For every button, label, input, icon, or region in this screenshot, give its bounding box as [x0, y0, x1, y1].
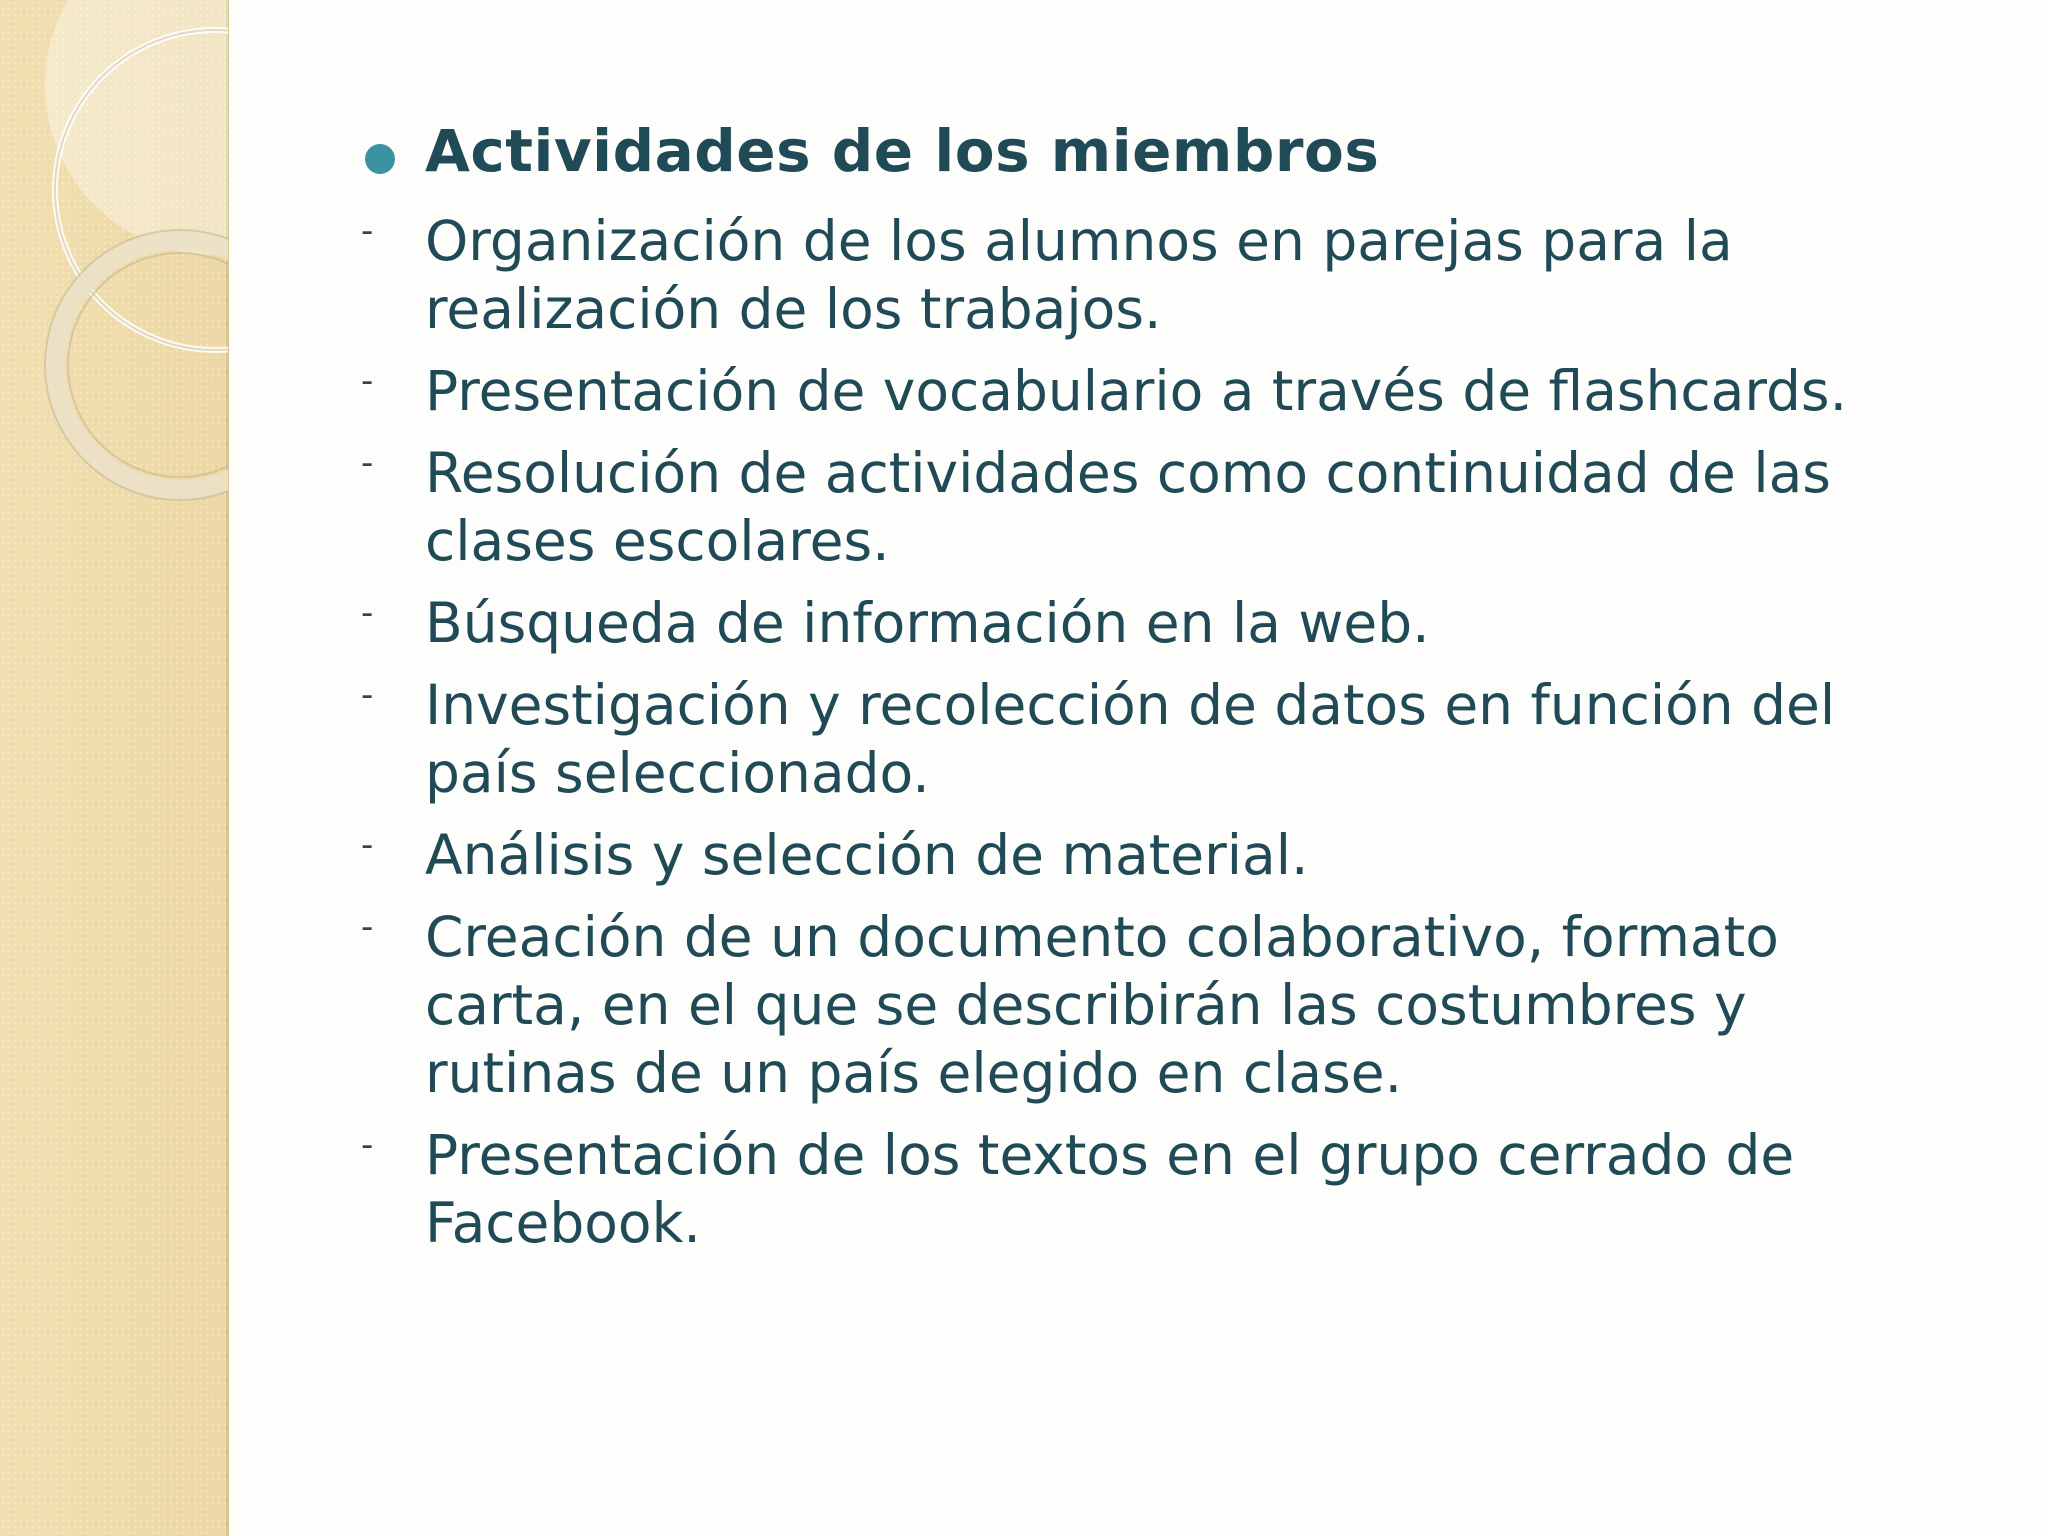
- list-item-text: Presentación de vocabulario a través de flashcards.: [425, 358, 1848, 423]
- list-item: [355, 589, 1915, 657]
- list-item-text: Búsqueda de información en la web.: [425, 590, 1430, 655]
- list-item-text: Creación de un documento colaborativo, formato carta, en el que se describirán las costumbres y rutinas de un país elegido en clase.: [425, 904, 1779, 1105]
- list-item-text: Organización de los alumnos en parejas para la realización de los trabajos.: [425, 208, 1733, 341]
- dash-marker: -: [361, 1124, 374, 1165]
- list-item: [355, 439, 1915, 575]
- slide-heading: Actividades de los miembros: [425, 117, 1380, 185]
- heading-row: [355, 118, 1915, 185]
- list-item: [355, 357, 1915, 425]
- list-item: [355, 821, 1915, 889]
- list-item: [355, 207, 1915, 343]
- bullet-dot-icon: [365, 144, 395, 174]
- dash-marker: -: [361, 824, 374, 865]
- dash-marker: -: [361, 360, 374, 401]
- dash-marker: -: [361, 906, 374, 947]
- dash-marker: -: [361, 592, 374, 633]
- list-item-text: Presentación de los textos en el grupo cerrado de Facebook.: [425, 1122, 1795, 1255]
- list-item-text: Investigación y recolección de datos en función del país seleccionado.: [425, 672, 1836, 805]
- dash-marker: -: [361, 210, 374, 251]
- list-item: [355, 903, 1915, 1107]
- dash-marker: -: [361, 442, 374, 483]
- list-item: [355, 671, 1915, 807]
- list-item-text: Resolución de actividades como continuidad de las clases escolares.: [425, 440, 1831, 573]
- slide-content: [355, 118, 1915, 1271]
- list-item-text: Análisis y selección de material.: [425, 822, 1309, 887]
- list-item: [355, 1121, 1915, 1257]
- decorative-circles-graphic: [0, 0, 228, 520]
- dash-marker: -: [361, 674, 374, 715]
